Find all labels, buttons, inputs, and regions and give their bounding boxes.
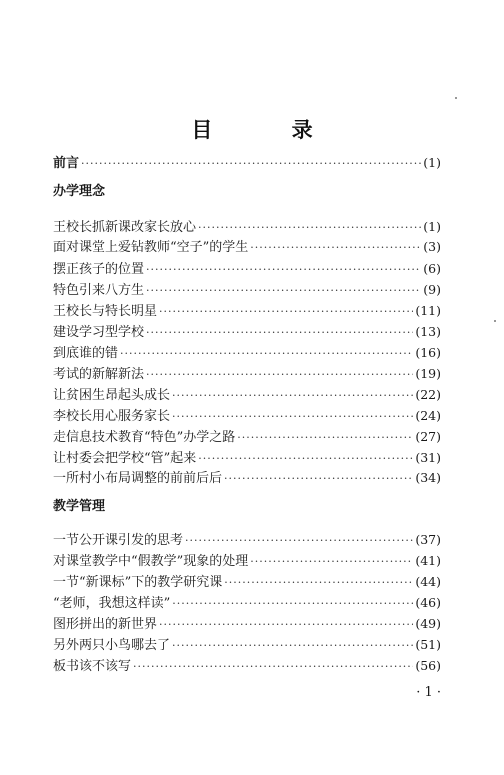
page-folio: · 1 · [416, 685, 441, 700]
entry-title: 让贫困生昂起头成长 [53, 388, 171, 403]
dot-leader [146, 281, 421, 301]
entry-title: 考试的新解新法 [53, 367, 145, 382]
entry-page-number: (37) [415, 532, 441, 547]
dot-leader [146, 260, 421, 280]
dot-leader [146, 365, 413, 385]
entry-page-number: (16) [415, 345, 441, 360]
dot-leader [172, 594, 413, 614]
scan-speck [455, 97, 457, 99]
entry-title: 李校长用心服务家长 [53, 409, 171, 424]
entry-title: 一所村小布局调整的前前后后 [53, 471, 223, 486]
entry-page-number: (1) [423, 155, 441, 170]
entry-title: 让村委会把学校“管”起来 [53, 451, 197, 466]
toc-entry-preface[interactable] [53, 153, 441, 173]
toc-entry[interactable] [53, 448, 441, 468]
toc-entry[interactable] [53, 343, 441, 363]
entry-page-number: (49) [415, 616, 441, 631]
entry-page-number: (22) [415, 387, 441, 402]
entry-page-number: (11) [415, 303, 441, 318]
entry-page-number: (27) [415, 429, 441, 444]
entry-page-number: (9) [423, 282, 441, 297]
toc-entry[interactable] [53, 259, 441, 279]
toc-entry[interactable] [53, 468, 441, 488]
dot-leader [250, 552, 413, 572]
dot-leader [237, 428, 413, 448]
entry-page-number: (56) [415, 658, 441, 673]
dot-leader [172, 386, 413, 406]
entry-title: 面对课堂上爱钻教师“空子”的学生 [53, 240, 249, 255]
dot-leader [81, 154, 421, 174]
entry-page-number: (13) [415, 324, 441, 339]
toc-entry[interactable] [53, 237, 441, 257]
toc-entry[interactable] [53, 364, 441, 384]
entry-page-number: (31) [415, 450, 441, 465]
dot-leader [120, 344, 413, 364]
entry-title: 走信息技术教育“特色”办学之路 [53, 430, 236, 445]
toc-entry[interactable] [53, 614, 441, 634]
toc-entry[interactable] [53, 656, 441, 676]
entry-page-number: (46) [415, 595, 441, 610]
entry-page-number: (3) [423, 239, 441, 254]
toc-entry[interactable] [53, 572, 441, 592]
entry-title: 到底谁的错 [53, 346, 119, 361]
dot-leader [133, 657, 413, 677]
entry-page-number: (34) [415, 470, 441, 485]
entry-page-number: (1) [423, 219, 441, 234]
toc-entry[interactable] [53, 385, 441, 405]
dot-leader [159, 615, 413, 635]
toc-entry[interactable] [53, 593, 441, 613]
dot-leader [172, 407, 413, 427]
entry-title: 建设学习型学校 [53, 325, 145, 340]
entry-page-number: (51) [415, 637, 441, 652]
dot-leader [185, 531, 413, 551]
entry-page-number: (24) [415, 408, 441, 423]
entry-title: “老师，我想这样读” [53, 596, 171, 611]
section-heading-teaching: 教学管理 [53, 499, 106, 514]
dot-leader [146, 323, 413, 343]
entry-title: 前言 [53, 156, 80, 171]
entry-title: 一节公开课引发的思考 [53, 533, 184, 548]
entry-title: 另外两只小鸟哪去了 [53, 638, 171, 653]
dot-leader [198, 449, 413, 469]
toc-entry[interactable] [53, 530, 441, 550]
entry-title: 一节“新课标”下的教学研究课 [53, 575, 223, 590]
toc-entry[interactable] [53, 406, 441, 426]
toc-entry[interactable] [53, 217, 441, 237]
toc-entry[interactable] [53, 635, 441, 655]
entry-title: 特色引来八方生 [53, 283, 145, 298]
entry-page-number: (19) [415, 366, 441, 381]
toc-entry[interactable] [53, 280, 441, 300]
toc-entry[interactable] [53, 551, 441, 571]
dot-leader [250, 238, 421, 258]
entry-title: 王校长与特长明星 [53, 304, 158, 319]
entry-page-number: (41) [415, 553, 441, 568]
entry-title: 王校长抓新课改家长放心 [53, 220, 197, 235]
entry-title: 图形拼出的新世界 [53, 617, 158, 632]
entry-title: 板书该不该写 [53, 659, 132, 674]
dot-leader [198, 218, 421, 238]
entry-page-number: (44) [415, 574, 441, 589]
scan-speck [494, 320, 496, 322]
page-title: 目 录 [191, 118, 349, 142]
dot-leader [224, 469, 413, 489]
entry-title: 摆正孩子的位置 [53, 262, 145, 277]
toc-entry[interactable] [53, 322, 441, 342]
section-heading-philosophy: 办学理念 [53, 184, 106, 199]
dot-leader [224, 573, 413, 593]
toc-entry[interactable] [53, 427, 441, 447]
entry-page-number: (6) [423, 261, 441, 276]
dot-leader [159, 302, 413, 322]
dot-leader [172, 636, 413, 656]
toc-entry[interactable] [53, 301, 441, 321]
entry-title: 对课堂教学中“假教学”现象的处理 [53, 554, 249, 569]
